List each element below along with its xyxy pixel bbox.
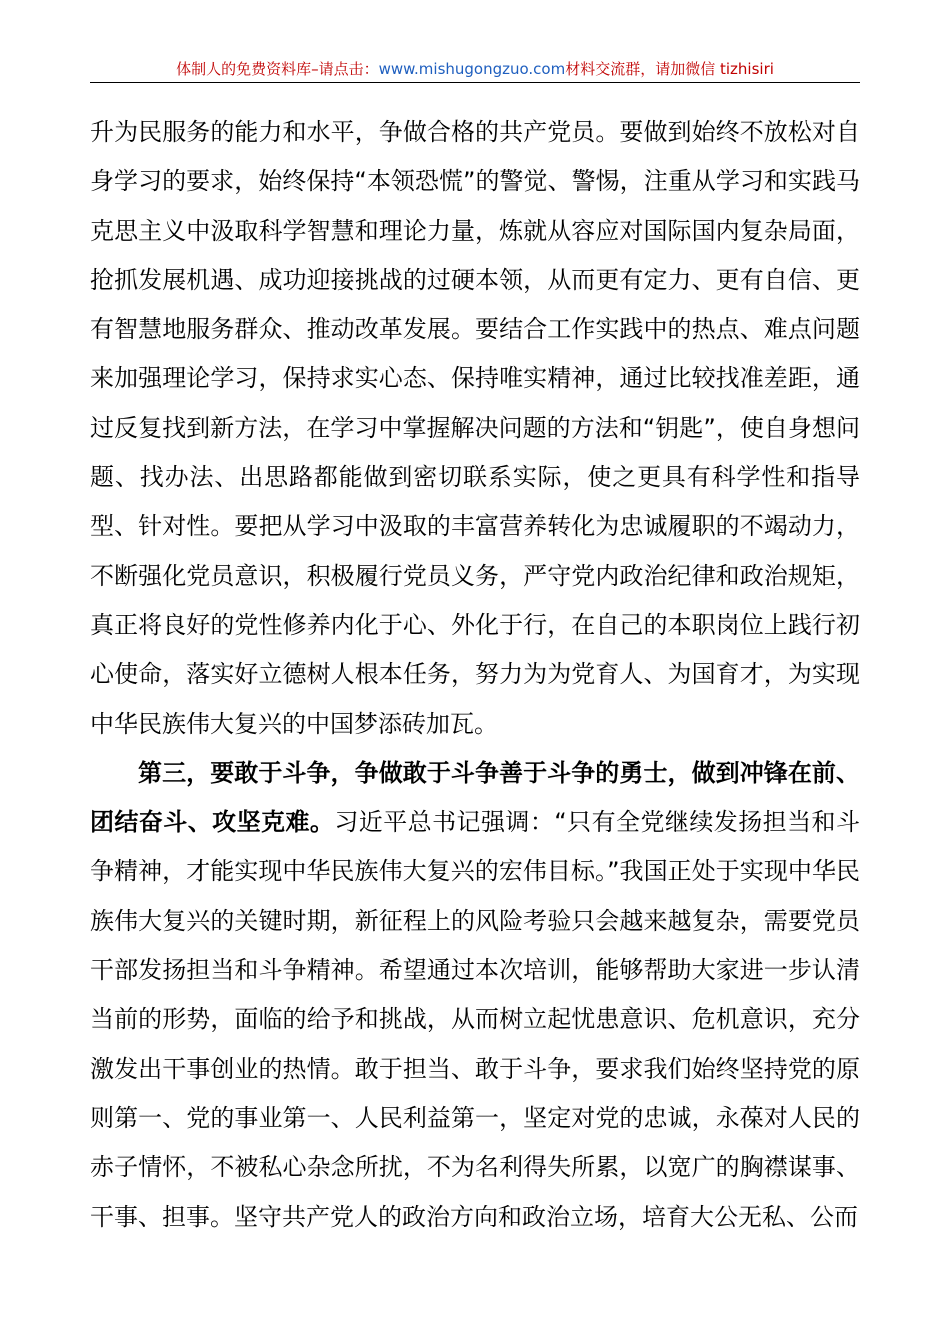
paragraph-continued [90, 108, 860, 749]
header-divider [90, 82, 860, 83]
header-prompt: –请点击： [311, 60, 379, 78]
header-note: 材料交流群，请加微信 tizhisiri [565, 60, 774, 78]
paragraph-lead-heading: 第三，要敢于斗争，争做敢于斗争善于斗争的勇士，做到冲锋在前、团结奋斗、攻坚克难。 [90, 758, 860, 837]
paragraph-text: 升为民服务的能力和水平，争做合格的共产党员。要做到始终不放松对自身学习的要求，始终保持“本领恐慌”的警觉、警惕，注重从学习和实践马克思主义中汲取科学智慧和理论力量，炼就从容应对国际国内复杂局面，抢抓发展机遇、成功迎接挑战的过硬本领，从而更有定力、更有自信、更有智慧地服务群众、推动改革发展。要结合工作实践中的热点、难点问题来加强理论学习，保持求实心态、保持唯实精神，通过比较找准差距，通过反复找到新方法，在学习中掌握解决问题的方法和“钥匙”，使自身想问题、找办法、出思路都能做到密切联系实际，使之更具有科学性和指导型、针对性。要把从学习中汲取的丰富营养转化为忠诚履职的不竭动力，不断强化党员意识，积极履行党员义务，严守党内政治纪律和政治规矩，真正将良好的党性修养内化于心、外化于行，在自己的本职岗位上践行初心使命，落实好立德树人根本任务，努力为为党育人、为国育才，为实现中华民族伟大复兴的中国梦添砖加瓦。 [90, 118, 860, 738]
page-header [90, 58, 860, 80]
header-site-name: 体制人的免费资料库 [176, 60, 312, 78]
paragraph-text: 习近平总书记强调：“只有全党继续发扬担当和斗争精神，才能实现中华民族伟大复兴的宏伟目标。”我国正处于实现中华民族伟大复兴的关键时期，新征程上的风险考验只会越来越复杂，需要党员干部发扬担当和斗争精神。希望通过本次培训，能够帮助大家进一步认清当前的形势，面临的给予和挑战，从而树立起忧患意识、危机意识，充分激发出干事创业的热情。敢于担当、敢于斗争，要求我们始终坚持党的原则第一、党的事业第一、人民利益第一，坚定对党的忠诚，永葆对人民的赤子情怀，不被私心杂念所扰，不为名利得失所累，以宽广的胸襟谋事、干事、担事。坚守共产党人的政治方向和政治立场，培育大公无私、公而 [90, 808, 860, 1231]
header-url-link[interactable]: www.mishugongzuo.com [378, 60, 566, 78]
paragraph-third-point [90, 749, 860, 1242]
document-body [90, 108, 860, 1242]
